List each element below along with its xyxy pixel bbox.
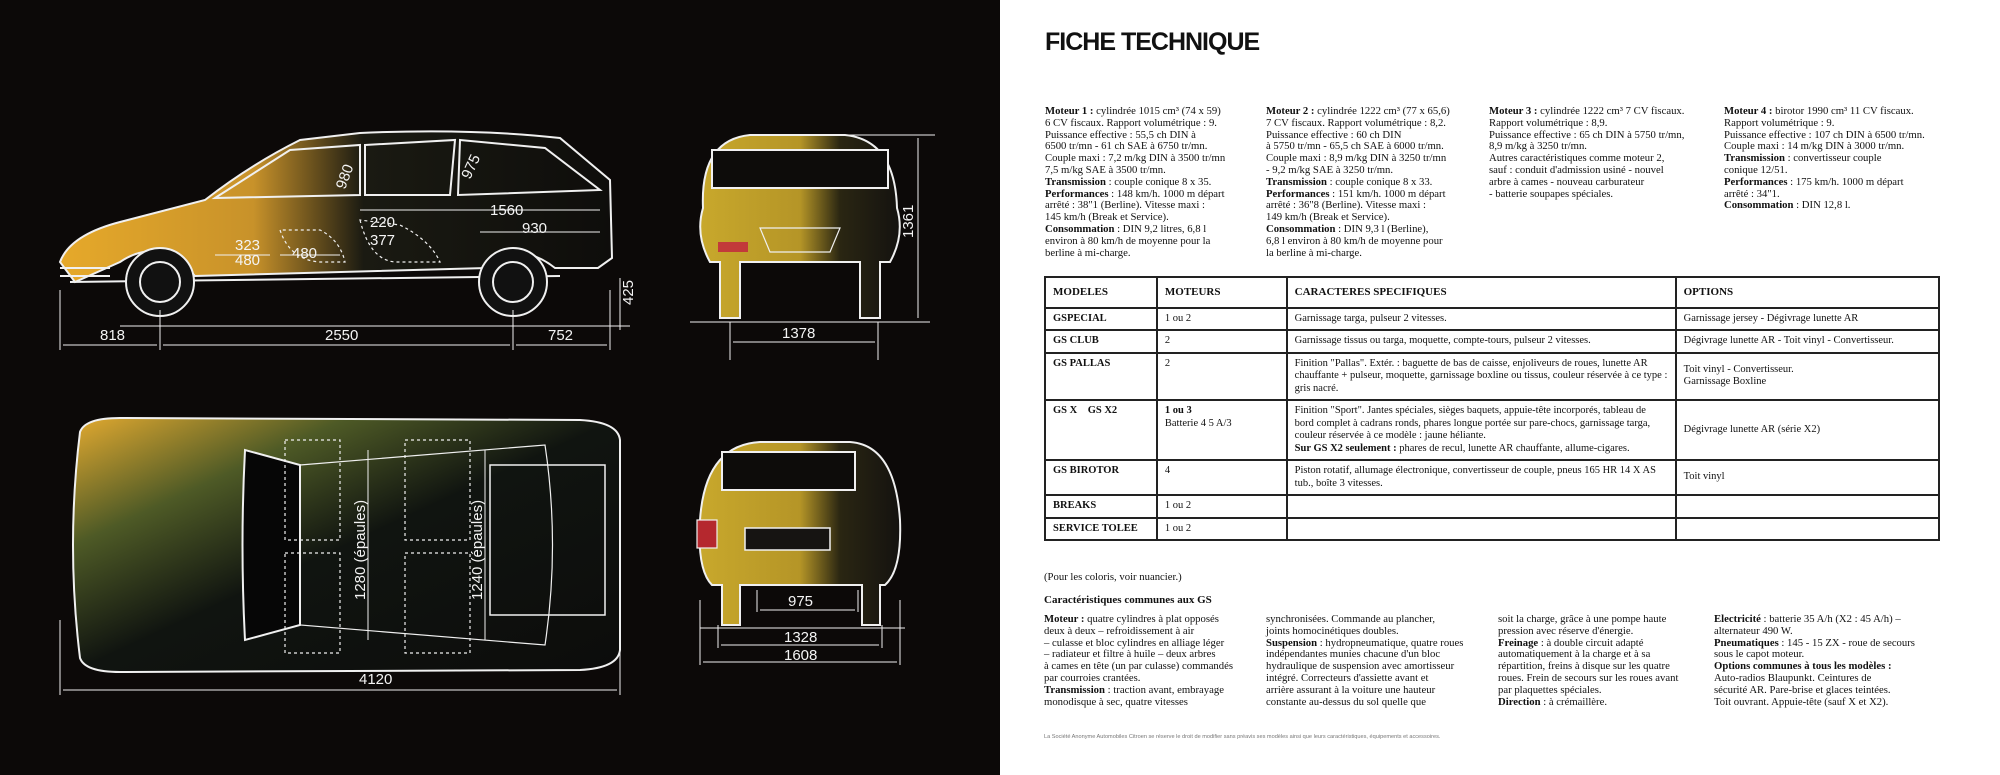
table-row [1045,460,1939,495]
engine-text: sauf : conduit d'admission usiné - nouvel [1489,163,1664,176]
common-text: : 145 - 15 ZX - roue de secours [1778,636,1915,649]
model-cell: GSPECIAL [1045,308,1157,331]
common-text: joints homocinétiques doubles. [1266,624,1399,637]
engine-1-specs [1045,106,1265,259]
models-table [1044,276,1940,541]
model-cell: BREAKS [1045,495,1157,518]
common-label: Electricité [1714,613,1761,625]
common-text: sécurité AR. Pare-brise et glaces teintées. [1714,683,1891,696]
common-text: alternateur 490 W. [1714,624,1793,637]
dim-height: 1361 [900,204,917,238]
engine-text: : DIN 9,3 l (Berline), [1335,222,1429,235]
engine-text: : 175 km/h. 1000 m départ [1787,175,1904,188]
common-label: Direction [1498,695,1541,708]
options-cell: Garnissage jersey - Dégivrage lunette AR [1676,308,1939,331]
engine-text: birotor 1990 cm³ 11 CV fiscaux. [1772,105,1914,117]
common-text: – culasse et bloc cylindres en alliage léger [1044,636,1225,649]
common-text: hydraulique de suspension avec amortisseur [1266,660,1455,673]
common-text: sous le capot moteur. [1714,648,1805,661]
engine-text: arrêté : 36"8 (Berline). Vitesse maxi : [1266,199,1426,212]
options-cell [1676,495,1939,518]
engine-text: Puissance effective : 107 ch DIN à 6500 tr/mn. [1724,128,1925,141]
dim-rear-legroom: 377 [370,232,396,249]
common-text: automatiquement à la charge et à sa [1498,648,1651,661]
engine-text: - batterie soupapes spéciales. [1489,187,1614,200]
top-view [60,418,620,695]
table-row [1045,330,1939,353]
engines-cell: 1 ou 2 [1157,518,1287,541]
common-text: : batterie 35 A/h (X2 : 45 A/h) – [1760,613,1901,625]
dim-front-track: 1378 [782,325,816,342]
engine-text: Puissance effective : 55,5 ch DIN à [1045,128,1196,141]
engines-cell [1157,400,1287,460]
dim-rear-overhang: 752 [548,327,574,344]
engine-1-label: Moteur 1 : [1045,105,1094,117]
engine-text: arrêté : 38"1 (Berline). Vitesse maxi : [1045,199,1205,212]
engine-text: 149 km/h (Break et Service). [1266,211,1390,224]
options-cell: Toit vinyl [1676,460,1939,495]
engine-text: arbre à cames - nouveau carburateur [1489,175,1645,188]
options-text: Toit vinyl - Convertisseur. [1683,363,1794,375]
engine-text: Couple maxi : 8,9 m/kg DIN à 3250 tr/mn [1266,152,1447,165]
dim-length: 4120 [359,671,393,688]
dim-knee-room: 220 [370,214,396,231]
options-cell [1676,518,1939,541]
common-text: synchronisées. Commande au plancher, [1266,613,1436,625]
column-header-caracteres: CARACTERES SPECIFIQUES [1287,277,1676,308]
common-label: Pneumatiques [1714,636,1779,649]
features-cell: Garnissage targa, pulseur 2 vitesses. [1287,308,1676,331]
engine-text: : DIN 12,8 l. [1793,199,1851,212]
engine-text: cylindrée 1015 cm³ (74 x 59) [1093,105,1221,117]
engine-text-label: Consommation [1266,222,1336,235]
common-text: Auto-radios Blaupunkt. Ceintures de [1714,671,1872,684]
common-text: : à crémaillère. [1540,695,1608,708]
engine-2-label: Moteur 2 : [1266,105,1315,117]
engine-text: : couple conique 8 x 35. [1105,175,1212,188]
engine-4-specs [1724,106,1974,212]
engine-text: Rapport volumétrique : 9. [1724,116,1835,129]
engines-cell: 2 [1157,353,1287,401]
legal-footer: La Société Anonyme Automobiles Citroen se réserve le droit de modifier sans préavis ses modèles ainsi que leurs caractéristiques, équipements et accessoires. [1044,734,1441,740]
common-label: Transmission [1044,683,1105,696]
engine-3-label: Moteur 3 : [1489,105,1538,117]
common-text: roues. Frein de secours sur les roues avant [1498,671,1679,684]
engines-cell: 1 ou 2 [1157,308,1287,331]
engine-3-specs [1489,106,1721,200]
features-text: Finition "Sport". Jantes spéciales, sièges baquets, appuie-tête incorporés, tableau de bord complet à cadrans ronds, phares longue portée sur pare-chocs, garnissage targa, couleur réservée à ce modèle : jaune héliante. [1294,405,1651,441]
engine-text-label: Consommation [1724,199,1794,212]
engine-text-label: Transmission [1045,175,1106,188]
dim-wheelbase: 2550 [325,327,359,344]
common-text: intégré. Correcteurs d'assiette avant et [1266,671,1429,684]
features-cell [1287,400,1676,460]
common-text: arrière assurant à la voiture une hauteur [1266,683,1436,696]
model-cell: GS PALLAS [1045,353,1157,401]
options-cell: Dégivrage lunette AR - Toit vinyl - Convertisseur. [1676,330,1939,353]
engine-text: : DIN 9,2 litres, 6,8 l [1114,222,1207,235]
engines-cell: 4 [1157,460,1287,495]
common-text: – radiateur et filtre à huile – deux arbres [1044,648,1216,661]
dim-rear-length: 1560 [490,202,524,219]
common-text: répartition, freins à disque sur les quatre [1498,660,1670,673]
engine-text: conique 12/51. [1724,163,1788,176]
color-note: (Pour les coloris, voir nuancier.) [1044,571,1182,583]
table-row [1045,308,1939,331]
engine-text: berline à mi-charge. [1045,246,1131,259]
engine-text: - 9,2 m/kg SAE à 3250 tr/mn. [1266,163,1394,176]
dim-front-shoulder-width: 1280 (épaules) [352,499,369,600]
engine-text: : 151 km/h. 1000 m départ [1329,187,1446,200]
engine-text: 145 km/h (Break et Service). [1045,211,1169,224]
dim-front-seat: 480 [292,245,318,262]
dim-rear-track: 1328 [784,629,818,646]
engine-text: 6500 tr/mn - 61 ch SAE à 6750 tr/mn. [1045,140,1208,153]
table-row [1045,518,1939,541]
table-row [1045,353,1939,401]
engine-text: 6 CV fiscaux. Rapport volumétrique : 9. [1045,116,1217,129]
common-text: à cames en tête (un par culasse) commandés [1044,660,1234,673]
common-text: Toit ouvrant. Appuie-tête (sauf X et X2). [1714,695,1889,708]
engine-text: la berline à mi-charge. [1266,246,1362,259]
engine-text: Couple maxi : 7,2 m/kg DIN à 3500 tr/mn [1045,152,1226,165]
engine-4-label: Moteur 4 : [1724,105,1773,117]
common-text: : traction avant, embrayage [1104,683,1224,696]
dim-front-overhang: 818 [100,327,126,344]
common-text: constante au-dessus du sol quelle que [1266,695,1426,708]
dim-rear-headroom: 975 [458,151,485,182]
engine-text: cylindrée 1222 cm³ 7 CV fiscaux. [1537,105,1685,117]
model-cell: GS CLUB [1045,330,1157,353]
rear-wheel [479,248,547,316]
engine-2-specs [1266,106,1488,259]
engine-text-label: Performances [1266,187,1330,200]
common-label: Options communes à tous les modèles : [1714,660,1892,673]
column-header-options: OPTIONS [1676,277,1939,308]
features-cell [1287,518,1676,541]
page-title: FICHE TECHNIQUE [1045,28,1260,56]
engine-text: : convertisseur couple [1784,152,1882,165]
common-text: pression avec réserve d'énergie. [1498,624,1634,637]
dim-seat-range: 480 [235,252,261,269]
features-text-label: Sur GS X2 seulement : [1294,442,1397,454]
engine-text: arrêté : 34"1. [1724,187,1780,200]
dim-rear-shoulder-width: 1240 (épaules) [469,499,486,600]
common-label: Freinage [1498,636,1539,649]
common-text: monodisque à sec, quatre vitesses [1044,695,1188,708]
engine-text: Rapport volumétrique : 8,9. [1489,116,1608,129]
common-features-heading: Caractéristiques communes aux GS [1044,594,1212,606]
engine-text: à 5750 tr/mn - 65,5 ch SAE à 6000 tr/mn. [1266,140,1444,153]
engine-text-label: Performances [1724,175,1788,188]
engine-text: Couple maxi : 14 m/kg DIN à 3000 tr/mn. [1724,140,1905,153]
common-text: indépendantes munies chacune d'un bloc [1266,648,1441,661]
common-text: par plaquettes spéciales. [1498,683,1602,696]
spec-sheet-panel [1000,0,2000,775]
engine-text-label: Transmission [1266,175,1327,188]
common-col-2 [1266,614,1492,708]
engine-text: environ à 80 km/h de moyenne pour la [1045,234,1211,247]
dim-ground-clearance: 425 [620,279,637,305]
front-wheel [126,248,194,316]
options-cell: Dégivrage lunette AR (série X2) [1676,400,1939,460]
features-cell: Piston rotatif, allumage électronique, convertisseur de couple, pneus 165 HR 14 X AS tub., boîte 3 vitesses. [1287,460,1676,495]
table-header-row [1045,277,1939,308]
table-row [1045,400,1939,460]
common-col-1 [1044,614,1266,708]
engines-text: 1 ou 3 [1164,405,1192,416]
column-header-modeles: MODELES [1045,277,1157,308]
common-text: : à double circuit adapté [1538,636,1644,649]
common-col-3 [1498,614,1718,708]
model-cell: SERVICE TOLEE [1045,518,1157,541]
options-text: Garnissage Boxline [1683,376,1767,388]
features-cell: Finition "Pallas". Extér. : baguette de bas de caisse, enjoliveurs de roues, lunette AR chauffante + pulseur, moquette, garnissage boxline ou tissus, couleur réservée à ce type : gris nacré. [1287,353,1676,401]
engine-text: 6,8 l environ à 80 km/h de moyenne pour [1266,234,1443,247]
common-text: : hydropneumatique, quatre roues [1317,636,1464,649]
engine-text-label: Transmission [1724,152,1785,165]
common-text: soit la charge, grâce à une pompe haute [1498,613,1667,625]
engine-text-label: Performances [1045,187,1109,200]
engine-text: Autres caractéristiques comme moteur 2, [1489,152,1665,165]
common-col-4 [1714,614,1964,708]
common-label: Suspension [1266,636,1318,649]
dim-width: 1608 [784,647,818,664]
features-cell: Garnissage tissus ou targa, moquette, compte-tours, pulseur 2 vitesses. [1287,330,1676,353]
engines-text: Batterie 4 5 A/3 [1164,417,1232,429]
engine-text: Puissance effective : 60 ch DIN [1266,128,1402,141]
options-cell [1676,353,1939,401]
model-cell: GS BIROTOR [1045,460,1157,495]
common-text: deux à deux – refroidissement à air [1044,624,1195,637]
model-cell: GS X GS X2 [1045,400,1157,460]
engine-text: 8,9 m/kg à 3250 tr/mn. [1489,140,1587,153]
engines-cell: 2 [1157,330,1287,353]
table-row [1045,495,1939,518]
engine-text: 7 CV fiscaux. Rapport volumétrique : 8,2. [1266,116,1446,129]
common-label: Moteur : [1044,613,1085,625]
engines-cell: 1 ou 2 [1157,495,1287,518]
engine-text: : 148 km/h. 1000 m départ [1108,187,1225,200]
common-text: quatre cylindres à plat opposés [1084,613,1219,625]
column-header-moteurs: MOTEURS [1157,277,1287,308]
engine-text: : couple conique 8 x 33. [1326,175,1433,188]
features-cell [1287,495,1676,518]
dim-cargo-length: 930 [522,220,548,237]
engine-text: 7,5 m/kg SAE à 3500 tr/mn. [1045,163,1166,176]
dim-interior-width: 975 [788,593,814,610]
dim-seat-depth: 323 [235,237,261,254]
dim-front-headroom: 980 [332,162,358,192]
engine-text: Puissance effective : 65 ch DIN à 5750 tr/mn, [1489,128,1685,141]
engine-text: cylindrée 1222 cm³ (77 x 65,6) [1314,105,1450,117]
features-text: phares de recul, lunette AR chauffante, allume-cigares. [1396,442,1630,454]
common-text: par courroies crantées. [1044,671,1141,684]
engine-text-label: Consommation [1045,222,1115,235]
